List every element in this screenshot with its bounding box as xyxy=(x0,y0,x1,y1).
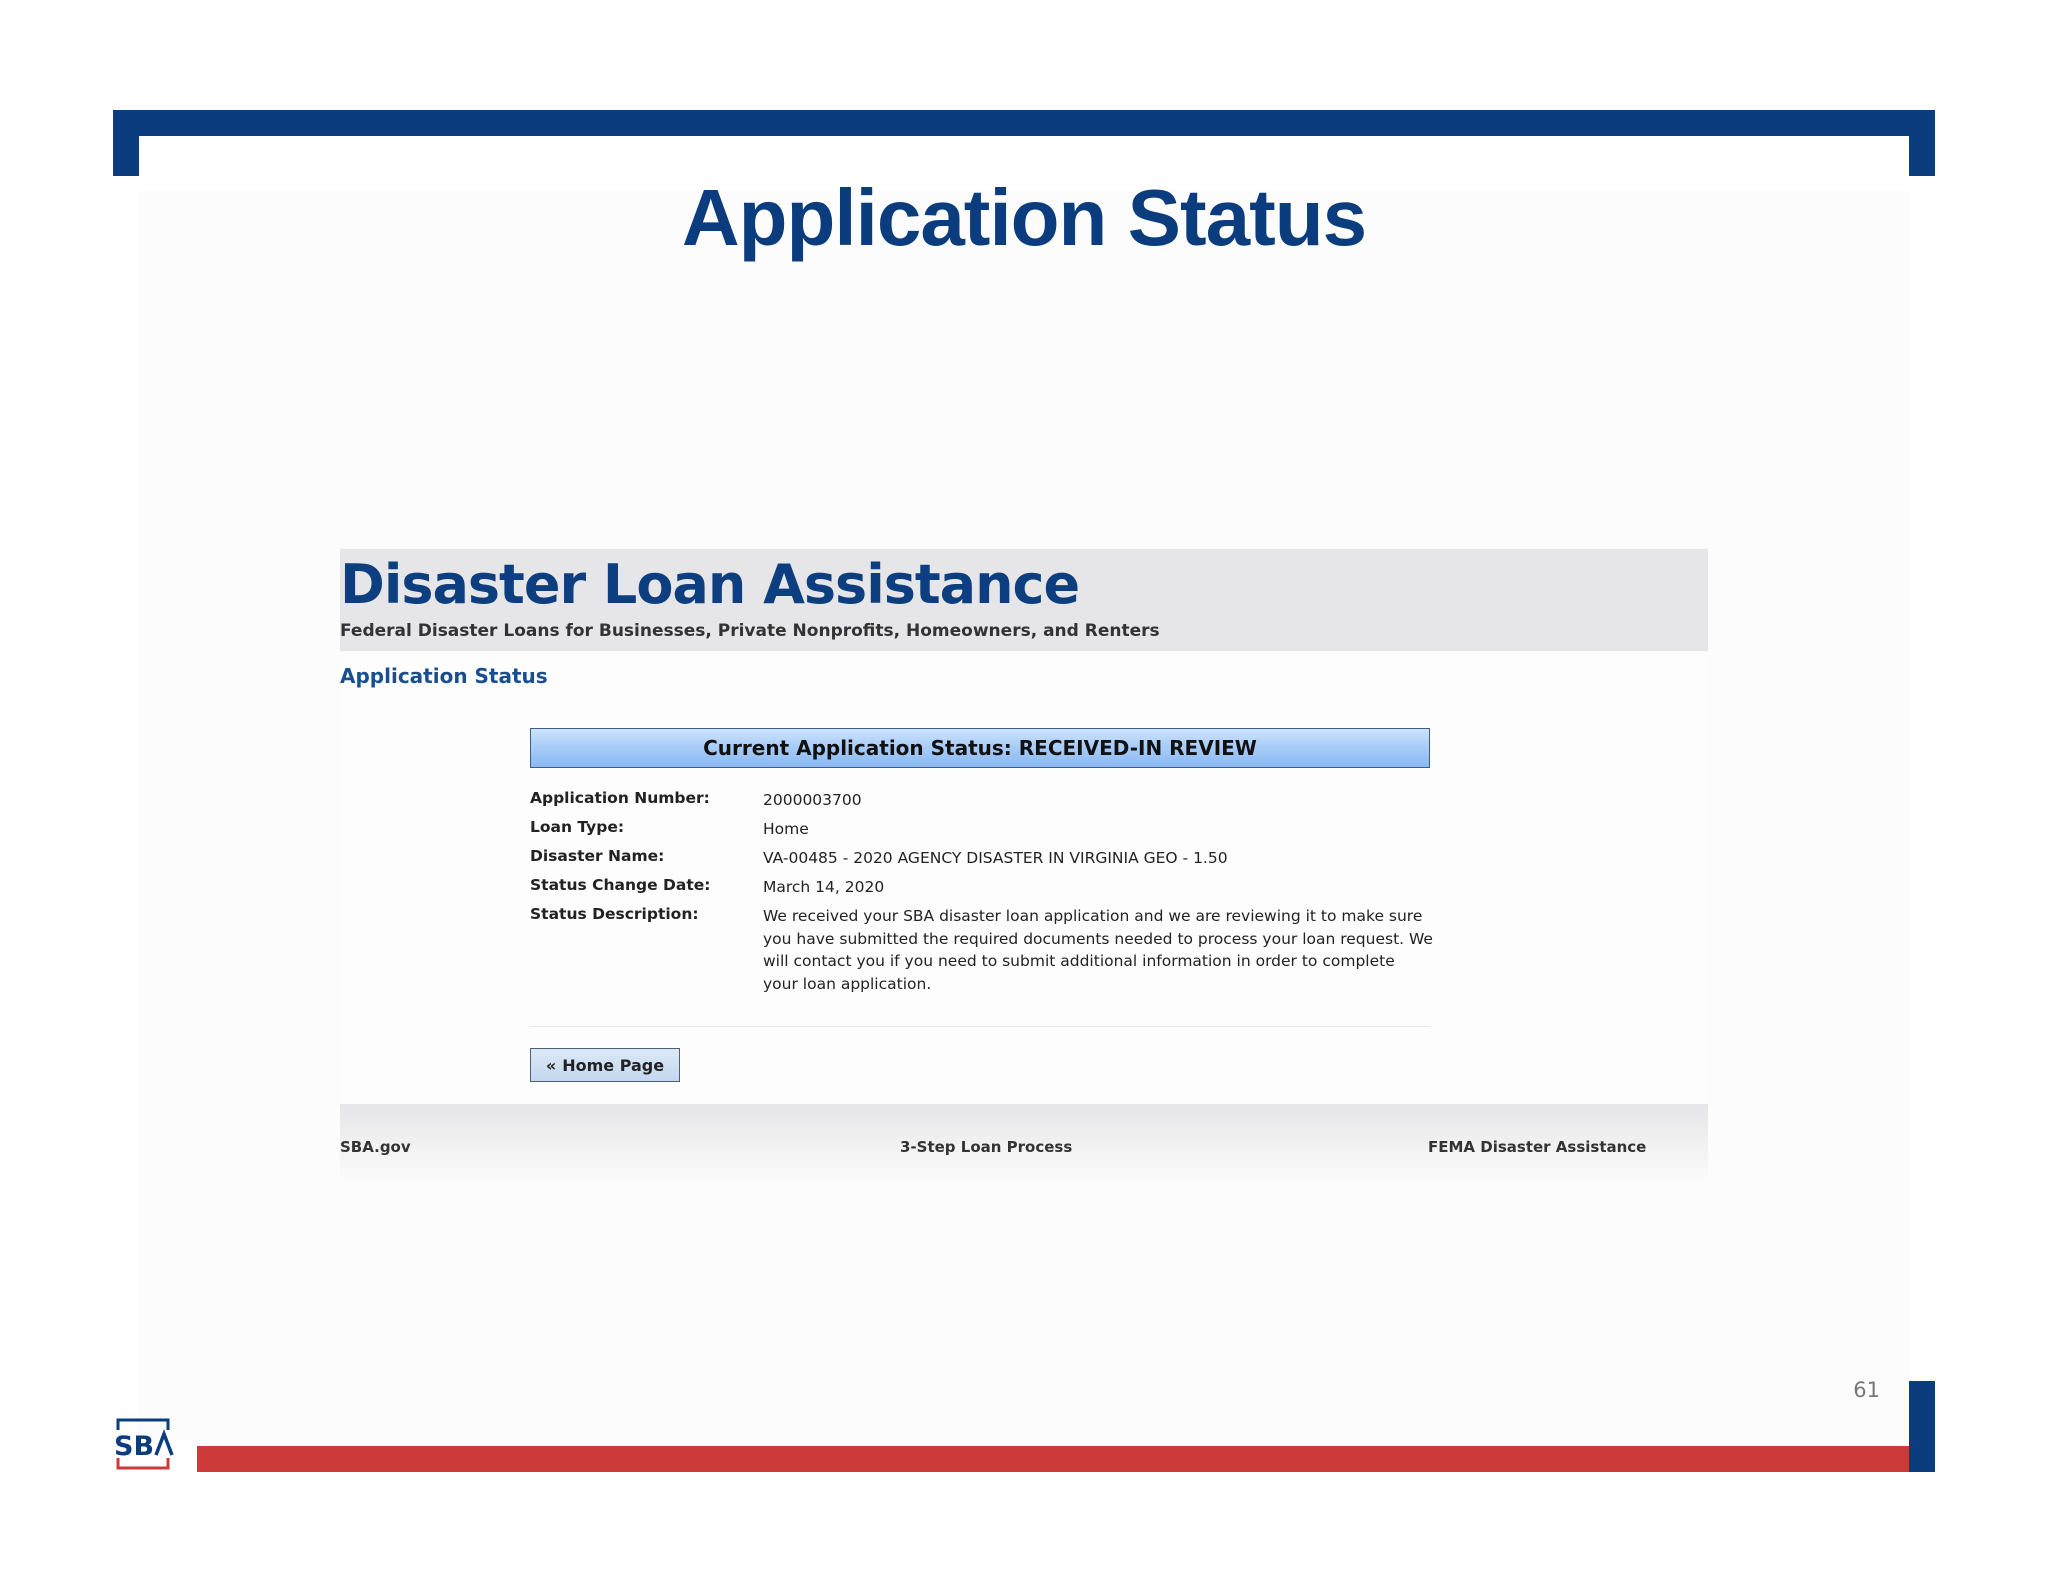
footer-link-fema-disaster-assistance[interactable]: FEMA Disaster Assistance xyxy=(1428,1138,1647,1156)
footer-link-sba-gov[interactable]: SBA.gov xyxy=(340,1138,411,1156)
home-page-button-label: Home Page xyxy=(562,1055,665,1075)
top-left-frame-tick xyxy=(113,110,139,176)
footer-link-3-step-loan-process[interactable]: 3-Step Loan Process xyxy=(900,1138,1073,1156)
status-banner: Current Application Status: RECEIVED-IN REVIEW xyxy=(530,728,1430,768)
detail-label: Loan Type: xyxy=(530,818,625,836)
top-frame-bar xyxy=(113,110,1935,136)
detail-value: March 14, 2020 xyxy=(763,878,885,896)
home-page-button[interactable] xyxy=(530,1048,680,1082)
detail-label: Status Description: xyxy=(530,905,699,923)
sba-logo xyxy=(112,1416,182,1472)
svg-text:SB: SB xyxy=(114,1431,155,1462)
detail-label: Disaster Name: xyxy=(530,847,665,865)
site-header xyxy=(340,549,1708,651)
site-footer xyxy=(340,1104,1708,1189)
bottom-red-bar xyxy=(197,1446,1911,1472)
section-title: Application Status xyxy=(340,664,548,688)
detail-value: 2000003700 xyxy=(763,791,862,809)
detail-value: Home xyxy=(763,820,809,838)
detail-label: Application Number: xyxy=(530,789,710,807)
double-chevron-left-icon: « xyxy=(545,1055,557,1075)
site-title: Disaster Loan Assistance xyxy=(340,553,1080,616)
detail-value: VA-00485 - 2020 AGENCY DISASTER IN VIRGINIA GEO - 1.50 xyxy=(763,849,1228,867)
embedded-screenshot xyxy=(340,549,1708,1189)
bottom-right-frame-tick xyxy=(1909,1381,1935,1472)
details-divider xyxy=(530,1026,1430,1027)
detail-value: We received your SBA disaster loan application and we are reviewing it to make sure you have submitted the required documents needed to process your loan request. We will contact you if you need to submit additional information in order to complete your loan application. xyxy=(763,907,1433,993)
detail-label: Status Change Date: xyxy=(530,876,711,894)
slide-title: Application Status xyxy=(681,173,1367,262)
top-right-frame-tick xyxy=(1909,110,1935,176)
site-subtitle: Federal Disaster Loans for Businesses, Private Nonprofits, Homeowners, and Renters xyxy=(340,621,1160,641)
page-number: 61 xyxy=(1853,1378,1880,1402)
